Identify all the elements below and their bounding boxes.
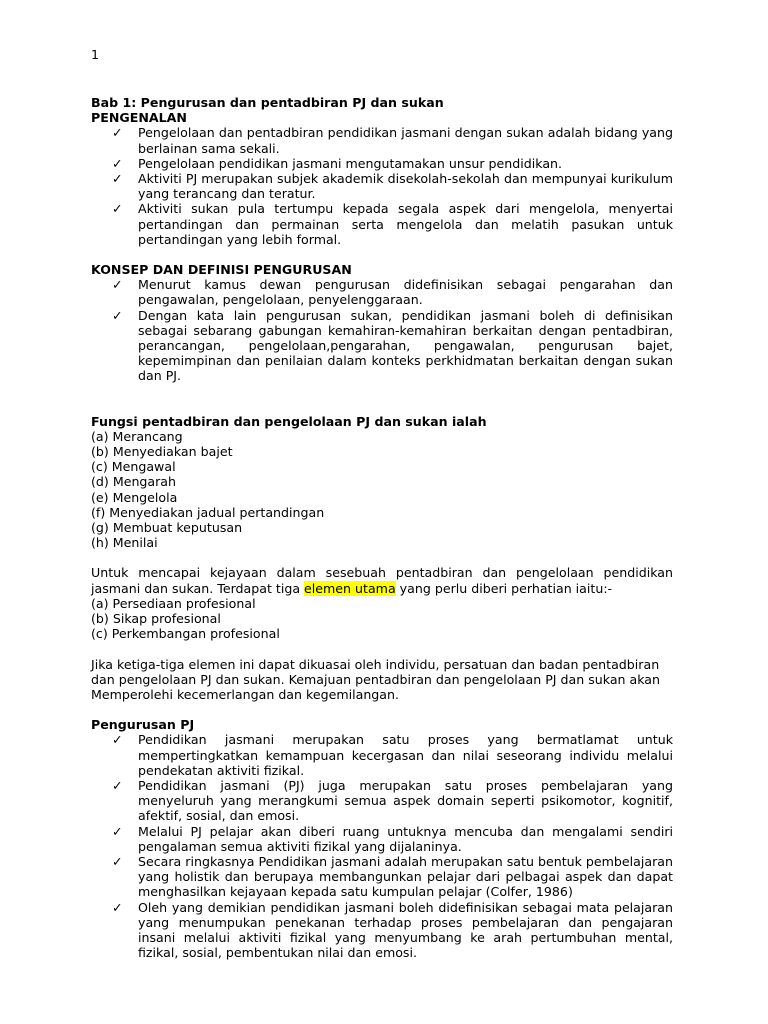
list-item: ✓ Aktiviti PJ merupakan subjek akademik disekolah-sekolah dan mempunyai kurikulum yang terancang dan teratur. (112, 171, 673, 202)
list-item: ✓ Dengan kata lain pengurusan sukan, pendidikan jasmani boleh di definisikan sebagai sebarang gabungan kemahiran-kemahiran berkaitan dengan pentadbiran, perancangan, pengelolaan,pengarahan, pengawalan, pengurusan bajet, kepemimpinan dan penilaian dalam konteks perkhidmatan berkaitan dengan sukan dan PJ. (112, 307, 673, 384)
list-item: ✓ Pendidikan jasmani (PJ) juga merupakan satu proses pembelajaran yang menyeluruh yang merangkumi semua aspek domain seperti psikomotor, kognitif, afektif, sosial, dan emosi. (112, 777, 673, 824)
list-item: (f) Menyediakan jadual pertandingan (91, 504, 325, 520)
checkmark-icon: ✓ (112, 307, 123, 323)
list-item: ✓ Aktiviti sukan pula tertumpu kepada segala aspek dari mengelola, menyertai pertandingan dan permainan serta mengelola dan melatih pasukan untuk pertandingan yang lebih formal. (112, 201, 673, 247)
checkmark-icon: ✓ (112, 732, 123, 748)
elemen-paragraph: Untuk mencapai kejayaan dalam sesebuah pentadbiran dan pengelolaan pendidikan jasmani dan sukan. Terdapat tiga elemen utama yang perlu diberi perhatian iaitu:- (91, 565, 673, 596)
chapter-title: Bab 1: Pengurusan dan pentadbiran PJ dan sukan (91, 95, 444, 110)
list-item: ✓ Oleh yang demikian pendidikan jasmani boleh didefinisikan sebagai mata pelajaran yang menumpukan penekanan terhadap proses pembelajaran dan pengajaran insani melalui aktiviti fizikal yang menyumbang ke arah pertumbuhan mental, fizikal, sosial, pembentukan nilai dan emosi. (112, 899, 673, 961)
list-item: (c) Perkembangan profesional (91, 626, 280, 642)
pengurusan-pj-list (91, 732, 673, 960)
list-item: (g) Membuat keputusan (91, 520, 243, 536)
list-item: (e) Mengelola (91, 489, 178, 505)
list-item: ✓ Secara ringkasnya Pendidikan jasmani adalah merupakan satu bentuk pembelajaran yang holistik dan berupaya membangunkan pelajar dari pelbagai aspek dan dapat menghasilkan kejayaan kepada satu kumpulan pelajar (Colfer, 1986) (112, 853, 673, 900)
list-item: (b) Menyediakan bajet (91, 444, 233, 460)
checkmark-icon: ✓ (112, 201, 123, 217)
list-item: ✓ Melalui PJ pelajar akan diberi ruang untuknya mencuba dan mengalami sendiri pengalaman semua aktiviti fizikal yang dijalaninya. (112, 823, 673, 854)
list-item: ✓ Menurut kamus dewan pengurusan didefinisikan sebagai pengarahan dan pengawalan, pengelolaan, penyelenggaraan. (112, 277, 673, 308)
list-item: (h) Menilai (91, 535, 158, 551)
list-item: (b) Sikap profesional (91, 611, 221, 627)
pengenalan-list (91, 125, 673, 247)
checkmark-icon: ✓ (112, 277, 123, 293)
list-item: (a) Persediaan profesional (91, 595, 256, 611)
list-item: ✓ Pengelolaan pendidikan jasmani mengutamakan unsur pendidikan. (112, 155, 563, 171)
fungsi-list (91, 429, 673, 551)
checkmark-icon: ✓ (112, 155, 123, 171)
kemajuan-paragraph: Jika ketiga-tiga elemen ini dapat dikuasai oleh individu, persatuan dan badan pentadbiran dan pengelolaan PJ dan sukan. Kemajuan pentadbiran dan pengelolaan PJ dan sukan akan Memperolehi kecemerlangan dan kegemilangan. (91, 656, 661, 702)
checkmark-icon: ✓ (112, 171, 123, 187)
elemen-list (91, 596, 673, 642)
list-item: (d) Mengarah (91, 474, 177, 490)
list-item: ✓ Pendidikan jasmani merupakan satu proses yang bermatlamat untuk mempertingkatkan kemampuan kecergasan dan nilai seseorang individu melalui pendekatan aktiviti fizikal. (112, 732, 673, 778)
section-heading-fungsi: Fungsi pentadbiran dan pengelolaan PJ dan sukan ialah (91, 413, 487, 429)
list-item: (c) Mengawal (91, 459, 176, 475)
section-heading-pengenalan: PENGENALAN (91, 110, 187, 126)
konsep-list (91, 277, 673, 383)
page-number: 1 (91, 47, 100, 62)
document-body (91, 95, 673, 960)
highlighted-text: elemen utama (304, 580, 396, 596)
list-item: ✓ Pengelolaan dan pentadbiran pendidikan jasmani dengan sukan adalah bidang yang berlainan sama sekali. (112, 125, 673, 156)
checkmark-icon: ✓ (112, 899, 123, 915)
checkmark-icon: ✓ (112, 853, 123, 869)
checkmark-icon: ✓ (112, 777, 123, 793)
section-heading-pengurusan-pj: Pengurusan PJ (91, 717, 195, 733)
checkmark-icon: ✓ (112, 823, 123, 839)
section-heading-konsep: KONSEP DAN DEFINISI PENGURUSAN (91, 262, 352, 278)
checkmark-icon: ✓ (112, 125, 123, 141)
list-item: (a) Merancang (91, 428, 183, 444)
